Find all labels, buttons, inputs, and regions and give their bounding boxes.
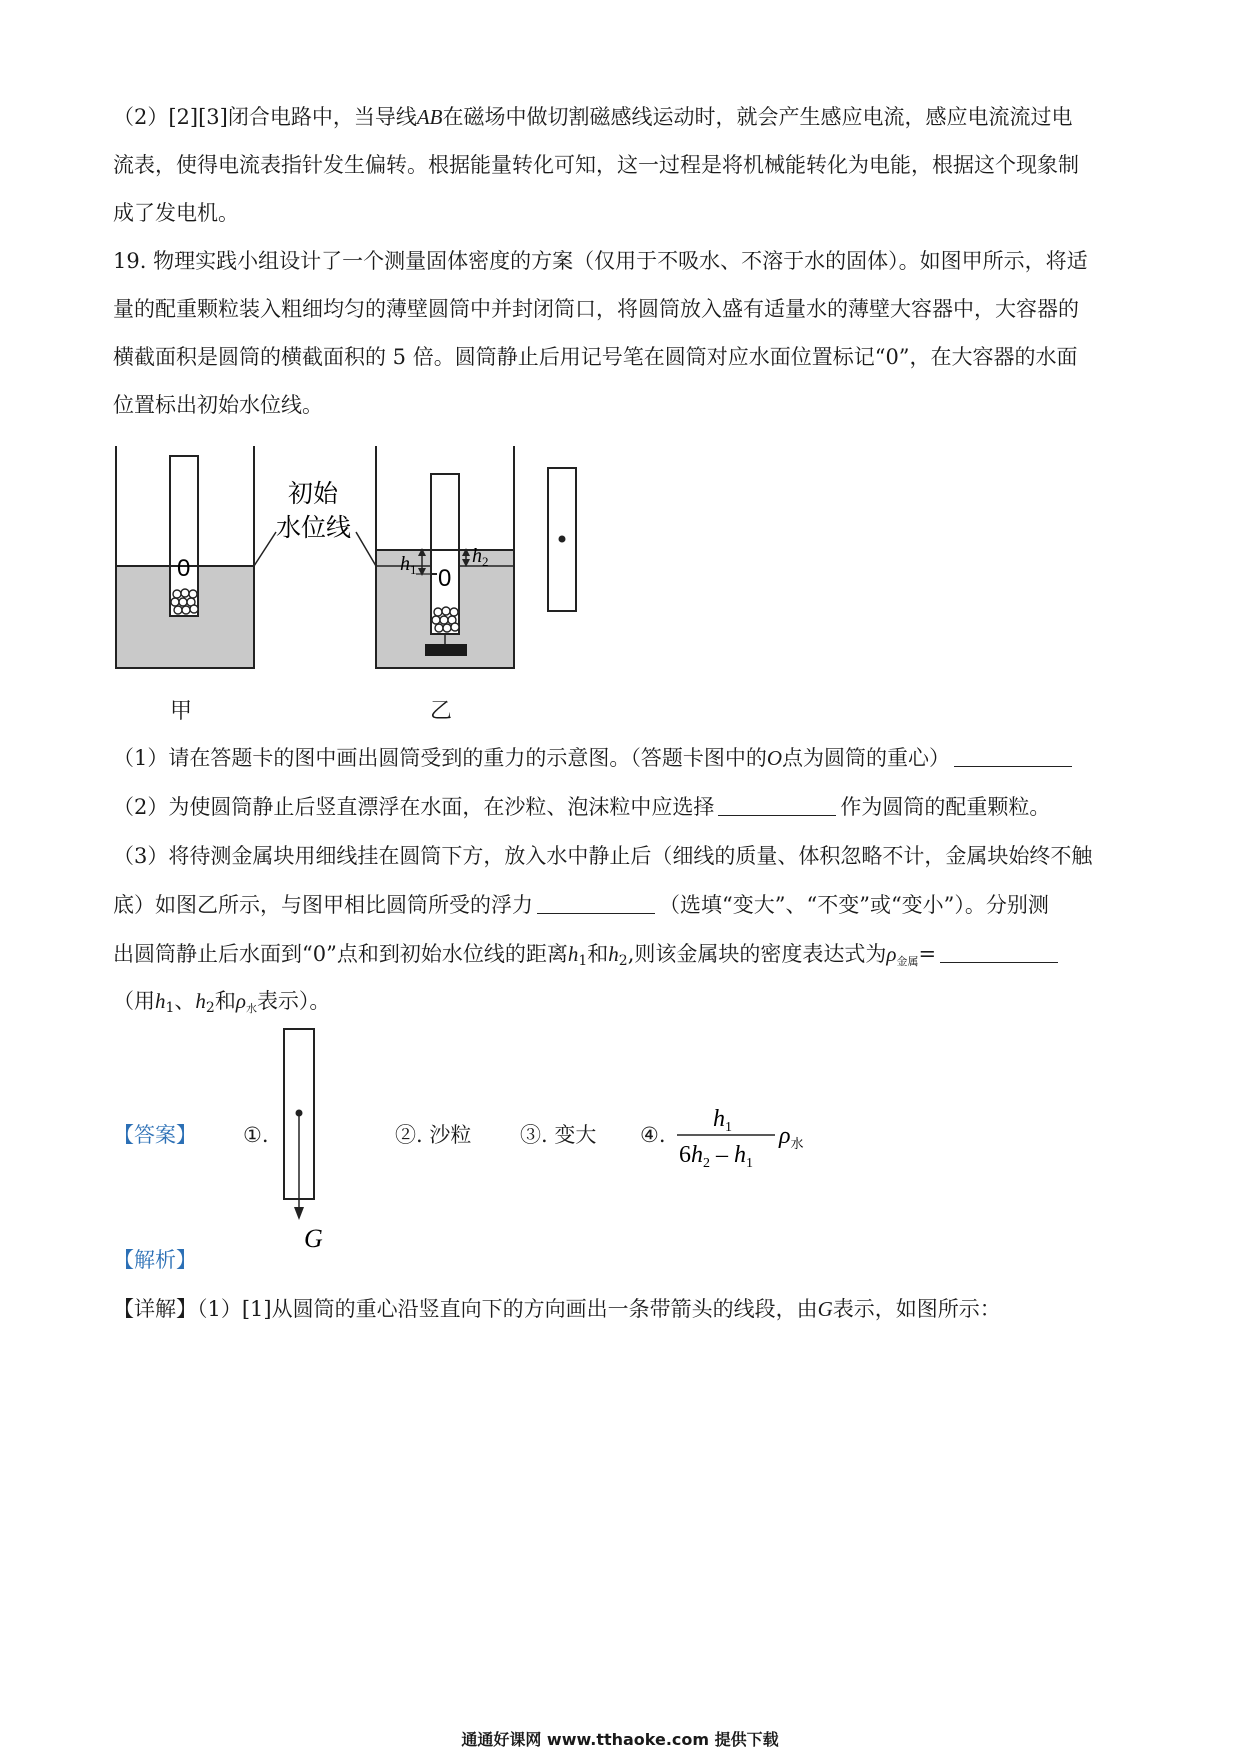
answer-item-1: ①.	[243, 1123, 269, 1147]
para2-line1-a: （2）[2][3]闭合电路中，当导线	[113, 105, 417, 129]
answer-tag: 【答案】	[113, 1123, 197, 1147]
answer-item-3: ③. 变大	[520, 1123, 597, 1147]
svg-text:6h2 – h1: $6h_2 - h_1$	[679, 1142, 753, 1171]
answer-item-2: ②. 沙粒	[395, 1123, 472, 1147]
metal-block	[425, 644, 467, 656]
experiment-figure	[100, 440, 700, 690]
ballast-beads-yi	[432, 607, 459, 632]
para2-line1-b: 在磁场中做切割磁感线运动时，就会产生感应电流，感应电流流过电	[442, 105, 1073, 129]
sub-q2: （2）为使圆筒静止后竖直漂浮在水面，在沙粒、泡沫粒中应选择 作为圆筒的配重颗粒。	[113, 795, 1051, 819]
sub-q3-line2: 底）如图乙所示，与图甲相比圆筒所受的浮力 （选填“变大”、“不变”或“变小”）。分别测	[113, 893, 1049, 917]
sub-q3-line1: （3）将待测金属块用细线挂在圆筒下方，放入水中静止后（细线的质量、体积忽略不计，金属块始终不触	[113, 844, 1093, 868]
analysis-tag: 【解析】	[113, 1248, 197, 1272]
svg-text:h1: $h_1$	[713, 1106, 732, 1135]
container-yi	[376, 446, 514, 668]
force-label-g: G	[304, 1224, 323, 1253]
label-initial-line2: 水位线	[276, 515, 352, 542]
q19-line1: 19. 物理实践小组设计了一个测量固体密度的方案（仅用于不吸水、不溶于水的固体）。如图甲所示，将适	[113, 249, 1088, 273]
para2-line1	[113, 102, 1073, 132]
answer-blank-2	[718, 795, 836, 816]
answer-gravity-diagram	[270, 1025, 330, 1255]
density-formula	[675, 1098, 815, 1178]
caption-jia: 甲	[170, 699, 193, 724]
answer-blank-4	[940, 942, 1058, 963]
sub-q1: （1）请在答题卡的图中画出圆筒受到的重力的示意图。（答题卡图中的O点为圆筒的重心）	[113, 743, 1076, 773]
mark-zero-jia: 0	[177, 555, 191, 582]
wire-ab: AB	[416, 105, 443, 129]
sub-q3-line4: （用$h_1$、$h_2$和$\rho_水$表示）。	[113, 989, 331, 1016]
answer-blank-1	[954, 746, 1072, 767]
para2-line3: 成了发电机。	[113, 201, 239, 225]
label-h1: $h_1$	[400, 553, 417, 577]
answer-blank-3	[537, 893, 655, 914]
container-jia	[116, 446, 254, 668]
q19-line4: 位置标出初始水位线。	[113, 393, 323, 417]
q19-line3: 横截面积是圆筒的横截面积的 5 倍。圆筒静止后用记号笔在圆筒对应水面位置标记“0”，在大容器的水面	[113, 345, 1078, 369]
answer-item-4: ④.	[640, 1123, 666, 1147]
label-h2: $h_2$	[472, 545, 489, 569]
sub-q3-line3: 出圆筒静止后水面到“0”点和到初始水位线的距离$h_1$和$h_2$,则该金属块的密度表达式为$\rho_{金属}=$	[113, 939, 1062, 977]
svg-text:ρ水: $\rho_水$	[779, 1123, 804, 1151]
label-initial-line1: 初始	[288, 481, 339, 508]
center-of-gravity-dot	[559, 536, 566, 543]
ballast-beads-jia	[171, 589, 198, 614]
caption-yi: 乙	[430, 699, 453, 724]
para2-line2: 流表，使得电流表指针发生偏转。根据能量转化可知，这一过程是将机械能转化为电能，根据这个现象制	[113, 153, 1079, 177]
q19-line2: 量的配重颗粒装入粗细均匀的薄壁圆筒中并封闭筒口，将圆筒放入盛有适量水的薄壁大容器中，大容器的	[113, 297, 1079, 321]
detail-line: 【详解】（1）[1]从圆筒的重心沿竖直向下的方向画出一条带箭头的线段，由G表示，如图所示：	[113, 1297, 1001, 1321]
footer-source: 通通好课网 www.tthaoke.com 提供下载	[461, 1730, 779, 1749]
mark-zero-yi: 0	[438, 565, 452, 592]
